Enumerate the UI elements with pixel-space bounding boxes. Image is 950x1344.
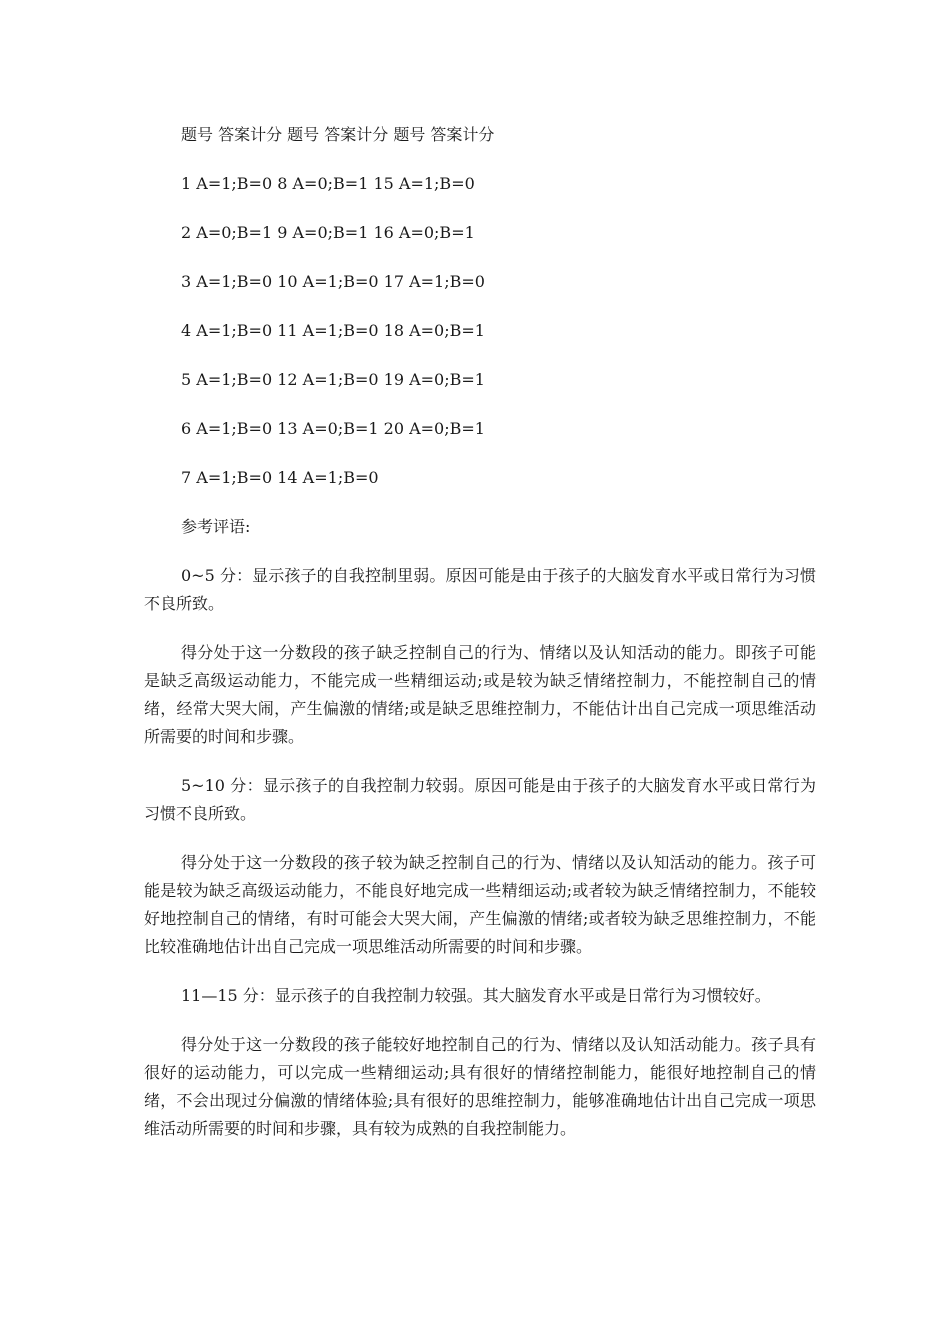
score-table-row: 3 A=1;B=0 10 A=1;B=0 17 A=1;B=0: [181, 272, 485, 291]
comments-heading: 参考评语:: [181, 517, 251, 536]
score-range-0-5-detail: 得分处于这一分数段的孩子缺乏控制自己的行为、情绪以及认知活动的能力。即孩子可能是缺乏高级运动能力，不能完成一些精细运动;或是较为缺乏情绪控制力，不能控制自己的情绪，经常大哭大闹，产生偏激的情绪;或是缺乏思维控制力，不能估计出自己完成一项思维活动所需要的时间和步骤。: [144, 643, 816, 746]
score-table-header: 题号 答案计分 题号 答案计分 题号 答案计分: [181, 125, 495, 144]
score-table-row: 2 A=0;B=1 9 A=0;B=1 16 A=0;B=1: [181, 223, 475, 242]
score-range-5-10: 5~10 分：显示孩子的自我控制力较弱。原因可能是由于孩子的大脑发育水平或日常行为习惯不良所致。: [144, 776, 816, 823]
score-table-row: 6 A=1;B=0 13 A=0;B=1 20 A=0;B=1: [181, 419, 485, 438]
score-range-5-10-detail: 得分处于这一分数段的孩子较为缺乏控制自己的行为、情绪以及认知活动的能力。孩子可能是较为缺乏高级运动能力，不能良好地完成一些精细运动;或者较为缺乏情绪控制力，不能较好地控制自己的情绪，有时可能会大哭大闹，产生偏激的情绪;或者较为缺乏思维控制力，不能比较准确地估计出自己完成一项思维活动所需要的时间和步骤。: [144, 853, 816, 956]
score-range-11-15-detail: 得分处于这一分数段的孩子能较好地控制自己的行为、情绪以及认知活动能力。孩子具有很好的运动能力，可以完成一些精细运动;具有很好的情绪控制能力，能很好地控制自己的情绪，不会出现过分偏激的情绪体验;具有很好的思维控制力，能够准确地估计出自己完成一项思维活动所需要的时间和步骤，具有较为成熟的自我控制能力。: [144, 1035, 816, 1138]
score-table-row: 4 A=1;B=0 11 A=1;B=0 18 A=0;B=1: [181, 321, 485, 340]
score-table-row: 5 A=1;B=0 12 A=1;B=0 19 A=0;B=1: [181, 370, 485, 389]
document-page: [144, 121, 816, 1164]
score-range-11-15: 11—15 分：显示孩子的自我控制力较强。其大脑发育水平或是日常行为习惯较好。: [181, 986, 771, 1005]
score-range-0-5: 0~5 分：显示孩子的自我控制里弱。原因可能是由于孩子的大脑发育水平或日常行为习惯不良所致。: [144, 566, 816, 613]
score-table-row: 7 A=1;B=0 14 A=1;B=0: [181, 468, 379, 487]
score-table-row: 1 A=1;B=0 8 A=0;B=1 15 A=1;B=0: [181, 174, 475, 193]
